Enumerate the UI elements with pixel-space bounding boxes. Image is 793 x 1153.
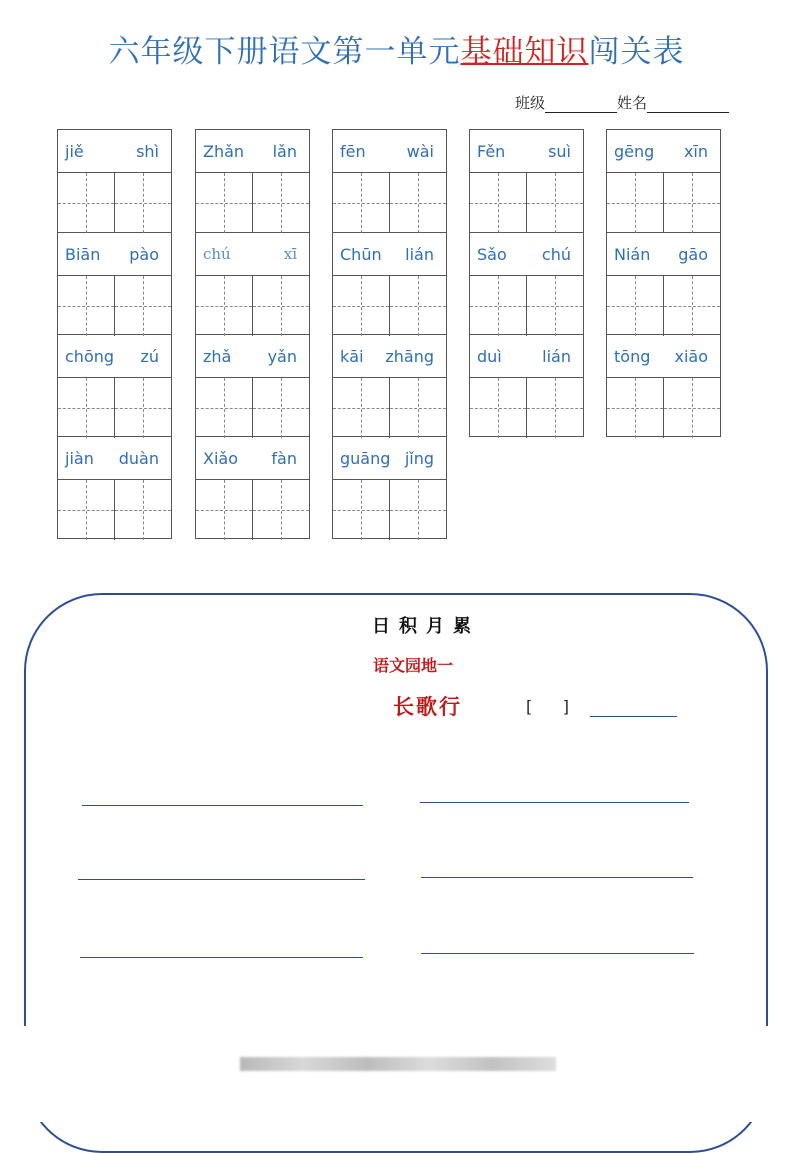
pinyin-row [470, 130, 583, 172]
word-item [196, 436, 309, 538]
tianzige-cell[interactable] [470, 276, 526, 336]
poem-title: 长歌行 [393, 694, 462, 719]
tianzige-cell[interactable] [333, 276, 389, 336]
writing-grid [58, 377, 171, 438]
pinyin-syllable: chú [203, 245, 231, 263]
tianzige-cell[interactable] [58, 378, 114, 438]
tianzige-cell[interactable] [526, 173, 583, 233]
pinyin-syllable: xīn [683, 141, 708, 161]
writing-grid [196, 479, 309, 540]
pinyin-syllable: duì [477, 346, 502, 366]
pinyin-syllable: lián [405, 244, 434, 264]
pinyin-syllable: duàn [118, 448, 159, 468]
tianzige-cell[interactable] [389, 480, 446, 540]
word-column [57, 129, 172, 539]
writing-grid [607, 172, 720, 233]
answer-line[interactable] [80, 957, 363, 958]
word-item [196, 130, 309, 232]
word-item [196, 232, 309, 334]
tianzige-cell[interactable] [114, 276, 171, 336]
tianzige-cell[interactable] [333, 173, 389, 233]
writing-grid [333, 275, 446, 336]
tianzige-cell[interactable] [58, 276, 114, 336]
tianzige-cell[interactable] [196, 378, 252, 438]
pinyin-row [58, 437, 171, 479]
pinyin-syllable: yǎn [267, 346, 297, 366]
writing-grid [333, 172, 446, 233]
tianzige-cell[interactable] [470, 173, 526, 233]
tianzige-cell[interactable] [663, 173, 720, 233]
word-item [58, 130, 171, 232]
pinyin-row [470, 233, 583, 275]
writing-grid [58, 479, 171, 540]
pinyin-row [607, 233, 720, 275]
pinyin-syllable: chōng [65, 346, 115, 366]
word-column [332, 129, 447, 539]
writing-grid [607, 377, 720, 438]
pinyin-row [196, 335, 309, 377]
pinyin-row [607, 335, 720, 377]
tianzige-cell[interactable] [526, 378, 583, 438]
answer-line[interactable] [421, 877, 693, 878]
word-item [333, 130, 446, 232]
pinyin-syllable: Zhǎn [203, 141, 245, 161]
pinyin-syllable: suì [548, 141, 571, 161]
word-item [470, 130, 583, 232]
pinyin-syllable: fēn [340, 141, 366, 161]
pinyin-syllable: Sǎo [477, 244, 507, 264]
pinyin-row [333, 437, 446, 479]
answer-line[interactable] [82, 805, 363, 806]
writing-grid [470, 172, 583, 233]
tianzige-cell[interactable] [252, 480, 309, 540]
title-highlight: 基础知识 [460, 34, 589, 70]
tianzige-cell[interactable] [58, 480, 114, 540]
word-column [195, 129, 310, 539]
tianzige-cell[interactable] [196, 173, 252, 233]
pinyin-row [196, 233, 309, 275]
pinyin-syllable: xiāo [674, 346, 708, 366]
pinyin-syllable: kāi [340, 346, 364, 366]
author-blank-line[interactable] [590, 716, 677, 717]
tianzige-cell[interactable] [607, 173, 663, 233]
pinyin-row [333, 233, 446, 275]
writing-grid [470, 377, 583, 438]
pinyin-syllable: gēng [614, 141, 655, 161]
answer-line[interactable] [78, 879, 365, 880]
pinyin-syllable: Fěn [477, 141, 506, 161]
tianzige-cell[interactable] [252, 276, 309, 336]
word-item [333, 436, 446, 538]
tianzige-cell[interactable] [607, 378, 663, 438]
class-label: 班级 [515, 94, 546, 112]
name-label: 姓名 [617, 94, 648, 112]
pinyin-row [58, 335, 171, 377]
pinyin-row [58, 233, 171, 275]
pinyin-syllable: wài [406, 141, 434, 161]
writing-grid [58, 275, 171, 336]
tianzige-cell[interactable] [58, 173, 114, 233]
writing-grid [470, 275, 583, 336]
word-item [607, 130, 720, 232]
pinyin-syllable: zú [140, 346, 159, 366]
pinyin-syllable: jǐng [404, 448, 434, 468]
author-bracket[interactable]: [ ] [526, 697, 569, 716]
pinyin-syllable: tōng [614, 346, 651, 366]
writing-grid [196, 172, 309, 233]
tianzige-cell[interactable] [607, 276, 663, 336]
pinyin-syllable: lǎn [272, 141, 297, 161]
answer-line[interactable] [421, 953, 694, 954]
panel-heading: 日积月累 [372, 616, 480, 637]
word-item [333, 334, 446, 436]
tianzige-cell[interactable] [663, 378, 720, 438]
tianzige-cell[interactable] [526, 276, 583, 336]
tianzige-cell[interactable] [389, 378, 446, 438]
word-item [333, 232, 446, 334]
pinyin-syllable: zhǎ [203, 346, 232, 366]
word-column [469, 129, 584, 437]
title-part-2: 闯关表 [588, 34, 685, 70]
tianzige-cell[interactable] [389, 276, 446, 336]
tianzige-cell[interactable] [252, 173, 309, 233]
writing-grid [333, 479, 446, 540]
word-item [470, 334, 583, 436]
writing-grid [607, 275, 720, 336]
title-part-1: 六年级下册语文第一单元 [108, 34, 461, 70]
pinyin-row [196, 130, 309, 172]
writing-grid [58, 172, 171, 233]
pinyin-syllable: pào [129, 244, 159, 264]
pinyin-syllable: Biān [65, 244, 101, 264]
writing-grid [196, 377, 309, 438]
student-info-row [515, 92, 729, 113]
writing-grid [333, 377, 446, 438]
pinyin-syllable: chú [541, 244, 571, 264]
tianzige-cell[interactable] [114, 480, 171, 540]
pinyin-syllable: Chūn [340, 244, 382, 264]
tianzige-cell[interactable] [196, 276, 252, 336]
pinyin-syllable: xī [283, 245, 297, 263]
pinyin-row [470, 335, 583, 377]
pinyin-row [58, 130, 171, 172]
pinyin-row [196, 437, 309, 479]
tianzige-cell[interactable] [114, 173, 171, 233]
word-column [606, 129, 721, 437]
tianzige-cell[interactable] [663, 276, 720, 336]
tianzige-cell[interactable] [389, 173, 446, 233]
tianzige-cell[interactable] [196, 480, 252, 540]
class-blank[interactable] [545, 96, 617, 113]
word-item [470, 232, 583, 334]
pinyin-syllable: Xiǎo [203, 448, 238, 468]
writing-grid [196, 275, 309, 336]
page-footer-area [0, 1026, 793, 1122]
tianzige-cell[interactable] [114, 378, 171, 438]
word-item [196, 334, 309, 436]
tianzige-cell[interactable] [333, 378, 389, 438]
pinyin-row [333, 130, 446, 172]
pinyin-row [607, 130, 720, 172]
pinyin-syllable: gāo [678, 244, 708, 264]
word-item [58, 232, 171, 334]
word-item [607, 232, 720, 334]
unit-label: 语文园地一 [373, 656, 454, 675]
pinyin-syllable: lián [542, 346, 571, 366]
tianzige-cell[interactable] [333, 480, 389, 540]
pinyin-syllable: fàn [271, 448, 297, 468]
word-item [58, 334, 171, 436]
page-title [0, 26, 793, 71]
blurred-watermark [240, 1057, 556, 1071]
tianzige-cell[interactable] [470, 378, 526, 438]
pinyin-syllable: zhāng [385, 346, 434, 366]
pinyin-syllable: jiě [65, 141, 84, 161]
pinyin-syllable: shì [136, 141, 159, 161]
name-blank[interactable] [647, 96, 729, 113]
tianzige-cell[interactable] [252, 378, 309, 438]
word-item [58, 436, 171, 538]
answer-line[interactable] [420, 802, 689, 803]
word-item [607, 334, 720, 436]
pinyin-row [333, 335, 446, 377]
pinyin-syllable: guāng [340, 448, 391, 468]
pinyin-syllable: Nián [614, 244, 651, 264]
pinyin-syllable: jiàn [65, 448, 94, 468]
